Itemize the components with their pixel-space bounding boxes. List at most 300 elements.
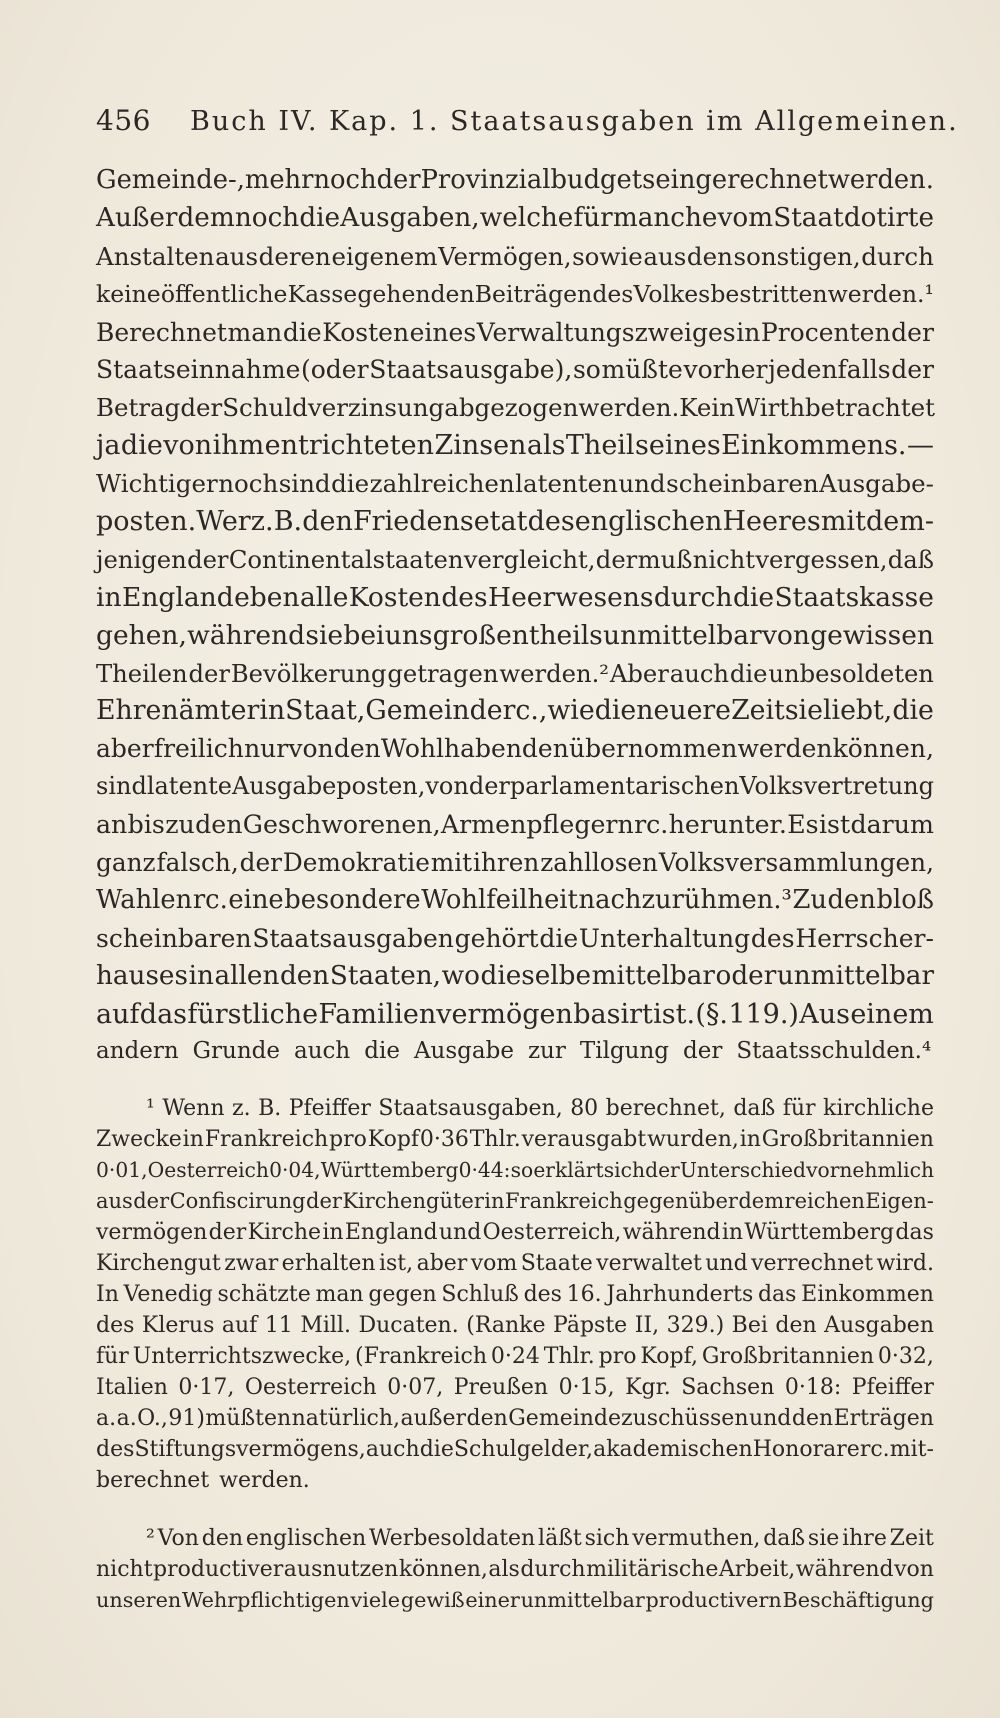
word: (§. (695, 998, 729, 1030)
word: Eigen- (865, 1189, 934, 1213)
word: Geschworenen, (242, 810, 441, 840)
word: Schulgelder, (453, 1437, 594, 1462)
word: den (195, 810, 243, 840)
word: Honorare (752, 1437, 860, 1462)
word: der (239, 848, 282, 878)
word: allen (214, 960, 280, 991)
word: ist, (378, 1251, 414, 1276)
word: verwaltet (596, 1251, 702, 1276)
word: Theil (565, 430, 635, 462)
text-line (96, 730, 934, 768)
word: eingerechnet (655, 165, 828, 195)
word: die (729, 658, 768, 688)
word: ist. (653, 998, 696, 1030)
word: unmittelbar (603, 619, 762, 651)
word: Werbesoldaten (368, 1526, 536, 1551)
word: gehenden (357, 279, 475, 308)
word: von (894, 1557, 934, 1582)
word: Unterhaltung (578, 923, 751, 953)
word: die (732, 581, 775, 613)
word: gehört (454, 923, 539, 953)
word: Staaten, (329, 960, 442, 991)
word: Ausgabe- (819, 469, 934, 499)
word: — (906, 430, 934, 462)
word: gegen (368, 1282, 437, 1307)
word: den (791, 1406, 834, 1431)
footnote-line (96, 1403, 934, 1434)
word: einer (465, 1588, 520, 1612)
word: Kgr. (625, 1375, 671, 1400)
word: Sachsen (681, 1375, 775, 1400)
word: Staatskasse (774, 581, 934, 613)
word: 91) (168, 1406, 205, 1431)
word: Württemberg (744, 1220, 895, 1245)
word: 0·17, (178, 1375, 235, 1400)
word: Heeres (722, 506, 821, 538)
word: Wohlfeilheit (421, 884, 578, 915)
word: Erträgen (833, 1406, 934, 1431)
word: muß (637, 544, 693, 574)
word: werden.¹ (827, 279, 934, 308)
word: sich (584, 1526, 630, 1551)
word: die (539, 923, 579, 953)
word: alle (299, 581, 349, 613)
word: in (721, 1220, 744, 1245)
word: gewissen (810, 619, 934, 651)
word: latenten (515, 469, 618, 499)
word: auch (365, 1437, 420, 1462)
word: gewiß (400, 1588, 465, 1612)
footnote-line (96, 1465, 934, 1496)
word: Kopf, (640, 1344, 698, 1369)
word: getragen (387, 658, 499, 688)
word: Schuldverzinsung (222, 393, 445, 423)
word: bei (343, 619, 385, 651)
word: Wirth (735, 393, 805, 423)
word: unbesoldeten (768, 658, 934, 688)
word: unseren (96, 1588, 182, 1612)
word: Oesterreich (244, 1375, 377, 1400)
word: 119.) (728, 998, 799, 1030)
word: entrichteten (264, 430, 434, 462)
word: Aus (799, 998, 851, 1030)
word: 0·07, (387, 1375, 444, 1400)
word: Staatseinnahme (96, 355, 301, 385)
word: sie (784, 695, 823, 727)
word: den (775, 1313, 817, 1338)
word: können, (832, 734, 934, 764)
word: Zu (792, 884, 827, 915)
word: werden. (219, 1468, 310, 1493)
word: scheinbaren (96, 923, 252, 953)
text-line (96, 768, 934, 806)
footnotes (96, 1093, 934, 1616)
word: der (133, 1189, 170, 1213)
word: Oesterreich, (482, 1220, 622, 1245)
word: müßte (601, 355, 683, 385)
word: vermuthen, (632, 1526, 761, 1551)
word: Arbeit, (718, 1557, 796, 1582)
text-line (96, 806, 934, 844)
word: England (344, 1220, 438, 1245)
word: latente (146, 772, 232, 801)
word: Frankreich (204, 1127, 329, 1152)
word: noch (234, 202, 300, 233)
word: Pfeiffer (851, 1375, 934, 1400)
word: Klerus (141, 1313, 215, 1338)
word: mit- (889, 1437, 934, 1462)
word: bestritten (710, 279, 828, 308)
word: vorher (683, 355, 768, 385)
word: des (750, 923, 795, 953)
word: Großbritannien (701, 1344, 875, 1369)
text-line (96, 389, 934, 427)
word: bloß (876, 884, 934, 915)
word: reichen (784, 1189, 865, 1213)
word: Kirchengüter (342, 1189, 484, 1213)
word: rc. (192, 884, 228, 915)
text-line (96, 503, 934, 541)
word: können, (398, 1557, 488, 1582)
word: die (419, 1437, 454, 1462)
word: von (761, 619, 810, 651)
word: (oder (301, 355, 369, 385)
word: werden. (578, 393, 680, 423)
word: parlamentarischen (509, 772, 740, 801)
word: Provinzialbudgets (420, 165, 656, 195)
footnote-line (96, 1585, 934, 1616)
word: Unterschied (679, 1158, 806, 1182)
word: Ausgabeposten, (231, 772, 426, 801)
word: Volksvertretung (739, 772, 934, 801)
text-line (96, 655, 934, 693)
word: einem (850, 998, 934, 1030)
word: (Ranke (466, 1313, 546, 1338)
word: falsch, (156, 848, 239, 878)
word: Bevölkerung (230, 658, 387, 688)
main-text (96, 162, 934, 1071)
footnote-line (96, 1310, 934, 1341)
word: posten. (96, 506, 197, 538)
word: daß (733, 1096, 776, 1121)
text-line (96, 579, 934, 617)
word: der (891, 355, 934, 385)
text-line (96, 692, 934, 730)
word: unmittelbar (776, 960, 934, 991)
word: Päpste (553, 1313, 628, 1338)
word: als (526, 430, 566, 462)
word: des (441, 581, 488, 613)
word: 0·32, (877, 1344, 934, 1369)
word: ja (96, 430, 121, 462)
word: neuere (636, 695, 732, 727)
word: daß (887, 544, 934, 574)
word: Kosten (322, 317, 410, 347)
word: B. (258, 1096, 282, 1121)
word: Beschäftigung (782, 1588, 934, 1612)
word: Tilgung (579, 1038, 669, 1065)
word: manche (612, 202, 718, 233)
word: nur (244, 734, 289, 764)
word: herunter. (668, 810, 787, 840)
word: Jahrhunderts (606, 1282, 754, 1307)
word: Vermögen, (438, 241, 572, 271)
word: Staat (773, 202, 844, 233)
word: freilich (153, 734, 244, 764)
word: der (376, 165, 421, 195)
text-line (96, 238, 934, 276)
word: außer (400, 1406, 467, 1431)
word: Bei (731, 1313, 768, 1338)
word: aus (215, 241, 259, 271)
footnote-line (96, 1248, 934, 1279)
word: Staatsausgaben (252, 923, 454, 953)
word: das (757, 1282, 797, 1307)
word: der (645, 1158, 680, 1182)
word: der (595, 544, 638, 574)
text-line (96, 276, 934, 314)
word: während (187, 619, 306, 651)
word: 0·24 (490, 1344, 540, 1369)
word: vornehmlich (806, 1158, 934, 1182)
word: von (288, 734, 334, 764)
word: des (592, 279, 634, 308)
text-line (96, 541, 934, 579)
word: Demokratie (282, 848, 430, 878)
word: ihm (212, 430, 265, 462)
word: an (96, 810, 128, 840)
word: und (705, 1251, 748, 1276)
word: in (259, 695, 286, 727)
word: scheinbaren (666, 469, 819, 499)
word: auch (669, 658, 730, 688)
word: Continentalstaaten (228, 544, 464, 574)
word: seines (635, 430, 721, 462)
word: englischen (245, 1526, 367, 1551)
word: mit (430, 848, 473, 878)
word: Heerwesens (488, 581, 654, 613)
word: den (827, 884, 876, 915)
word: Italien (96, 1375, 168, 1400)
text-line (96, 882, 934, 920)
word: dem- (866, 506, 934, 538)
word: die (364, 1038, 400, 1065)
word: den (466, 1406, 508, 1431)
word: mehr (244, 165, 314, 195)
word: ist (818, 810, 851, 840)
word: 11 (264, 1313, 293, 1338)
word: Kirche (247, 1220, 322, 1245)
word: Ducaten. (358, 1313, 459, 1338)
word: von (163, 430, 213, 462)
word: in (188, 960, 214, 991)
word: Zeit (731, 695, 785, 727)
word: Staatsausgabe), (369, 355, 573, 385)
word: für (782, 1096, 816, 1121)
word: Ausgabe (413, 1038, 514, 1065)
word: eine (228, 884, 284, 915)
word: 16. (566, 1282, 602, 1307)
word: welche (479, 202, 574, 233)
word: der (891, 317, 934, 347)
word: Wer (196, 506, 251, 538)
word: B. (273, 506, 303, 538)
word: Grunde (192, 1038, 280, 1065)
word: kirchliche (823, 1096, 934, 1121)
word: Von (157, 1526, 199, 1551)
footnote-line (96, 1554, 934, 1585)
word: Mill. (300, 1313, 351, 1338)
word: darum (850, 810, 934, 840)
word: keine (96, 279, 161, 308)
word: Thlr. (469, 1127, 521, 1152)
word: die (892, 695, 934, 727)
word: das (895, 1220, 934, 1245)
text-line (96, 996, 934, 1034)
word: zahlreichen (369, 469, 515, 499)
word: erhalten (281, 1251, 376, 1276)
word: deren (258, 241, 331, 271)
word: Württemberg (320, 1158, 459, 1182)
word: Zeit (889, 1526, 934, 1551)
word: wird. (876, 1251, 934, 1276)
word: fürstliche (187, 998, 319, 1030)
text-line (96, 314, 934, 352)
word: Pfeiffer (288, 1096, 371, 1121)
word: hauses (96, 960, 188, 991)
text-line (96, 351, 934, 389)
word: Beiträgen (474, 279, 593, 308)
word: man (227, 317, 283, 347)
word: berechnet (96, 1468, 210, 1493)
word: gehen, (96, 619, 187, 651)
word: in (736, 317, 761, 347)
word: Einkommens. (721, 430, 907, 462)
word: 0·04, (269, 1158, 321, 1182)
word: rc. (634, 810, 669, 840)
word: als (488, 1557, 520, 1582)
word: Kopf (367, 1127, 420, 1152)
word: sowie (572, 241, 643, 271)
word: vergessen, (755, 544, 888, 574)
word: durch (520, 1557, 586, 1582)
word: productivern (645, 1588, 782, 1612)
text-line (96, 617, 934, 655)
word: auch (294, 1038, 351, 1065)
word: zahllosen (540, 848, 658, 878)
word: den (201, 1526, 244, 1551)
word: Frankreich (504, 1189, 623, 1213)
word: auf (221, 1313, 258, 1338)
word: den (279, 960, 330, 991)
word: des (523, 1282, 562, 1307)
word: Berechnet (96, 317, 227, 347)
word: Armenpflegern (440, 810, 634, 840)
text-line (96, 1033, 934, 1071)
word: bis (127, 810, 165, 840)
word: nachzurühmen.³ (578, 884, 792, 915)
word: verausgabt (521, 1127, 647, 1152)
word: 0·44: (458, 1158, 511, 1182)
word: Großbritannien (761, 1127, 934, 1152)
word: wurden, (647, 1127, 739, 1152)
word: Wahlen (96, 884, 193, 915)
word: der (180, 393, 223, 423)
footnote-line (96, 1124, 934, 1155)
word: ihren (473, 848, 540, 878)
word: uns (384, 619, 433, 651)
word: in (322, 1220, 344, 1245)
word: die (299, 202, 341, 233)
word: Anstalten (96, 241, 215, 271)
word: Zinsen (434, 430, 527, 462)
word: nicht (96, 1557, 153, 1582)
word: noch (218, 469, 279, 499)
footnote-gap (96, 1496, 934, 1523)
word: aber (416, 1251, 468, 1276)
word: auf (96, 998, 140, 1030)
word: Kasse (287, 279, 358, 308)
word: England (121, 581, 234, 613)
word: Thlr. (543, 1344, 595, 1369)
word: Ausgaben (824, 1313, 934, 1338)
word: so (572, 355, 601, 385)
word: den (333, 734, 381, 764)
word: Staatsschulden.⁴ (736, 1038, 932, 1065)
word: productiver (153, 1557, 284, 1582)
word: andern (96, 1038, 179, 1065)
word: Staat, (285, 695, 366, 727)
footnote-line (96, 1434, 934, 1465)
word: z. (250, 506, 274, 538)
word: Wenn (162, 1096, 225, 1121)
word: 80 (570, 1096, 599, 1121)
word: der (468, 772, 510, 801)
word: eben (234, 581, 300, 613)
word: Betrag (96, 393, 181, 423)
word: Confiscirung (169, 1189, 306, 1213)
word: schätzte (217, 1282, 311, 1307)
word: Wichtiger (96, 469, 218, 499)
word: Gemeindezuschüssen (508, 1406, 749, 1431)
word: Kirchengut (96, 1251, 221, 1276)
word: mit (820, 506, 866, 538)
word: ¹ (146, 1096, 155, 1121)
word: II, (634, 1313, 660, 1338)
word: in (484, 1189, 505, 1213)
footnote-line (96, 1217, 934, 1248)
word: oder (715, 960, 777, 991)
word: man (315, 1282, 364, 1307)
word: Volksversammlungen, (658, 848, 934, 878)
page-number: 456 (96, 104, 151, 137)
word: jenigen (96, 544, 187, 574)
word: In (96, 1282, 119, 1307)
word: der (683, 1038, 723, 1065)
word: z. (231, 1096, 251, 1121)
word: verrechnet (751, 1251, 874, 1276)
word: Außerdem (96, 202, 235, 233)
word: der (187, 544, 229, 574)
word: Kosten (348, 581, 441, 613)
word: 0·18: (784, 1375, 842, 1400)
word: Unterrichtszwecke, (132, 1344, 352, 1369)
word: Friedensetat (352, 506, 528, 538)
word: englischen (574, 506, 723, 538)
word: zu (165, 810, 195, 840)
word: dieselbe (480, 960, 591, 991)
word: und (618, 469, 666, 499)
